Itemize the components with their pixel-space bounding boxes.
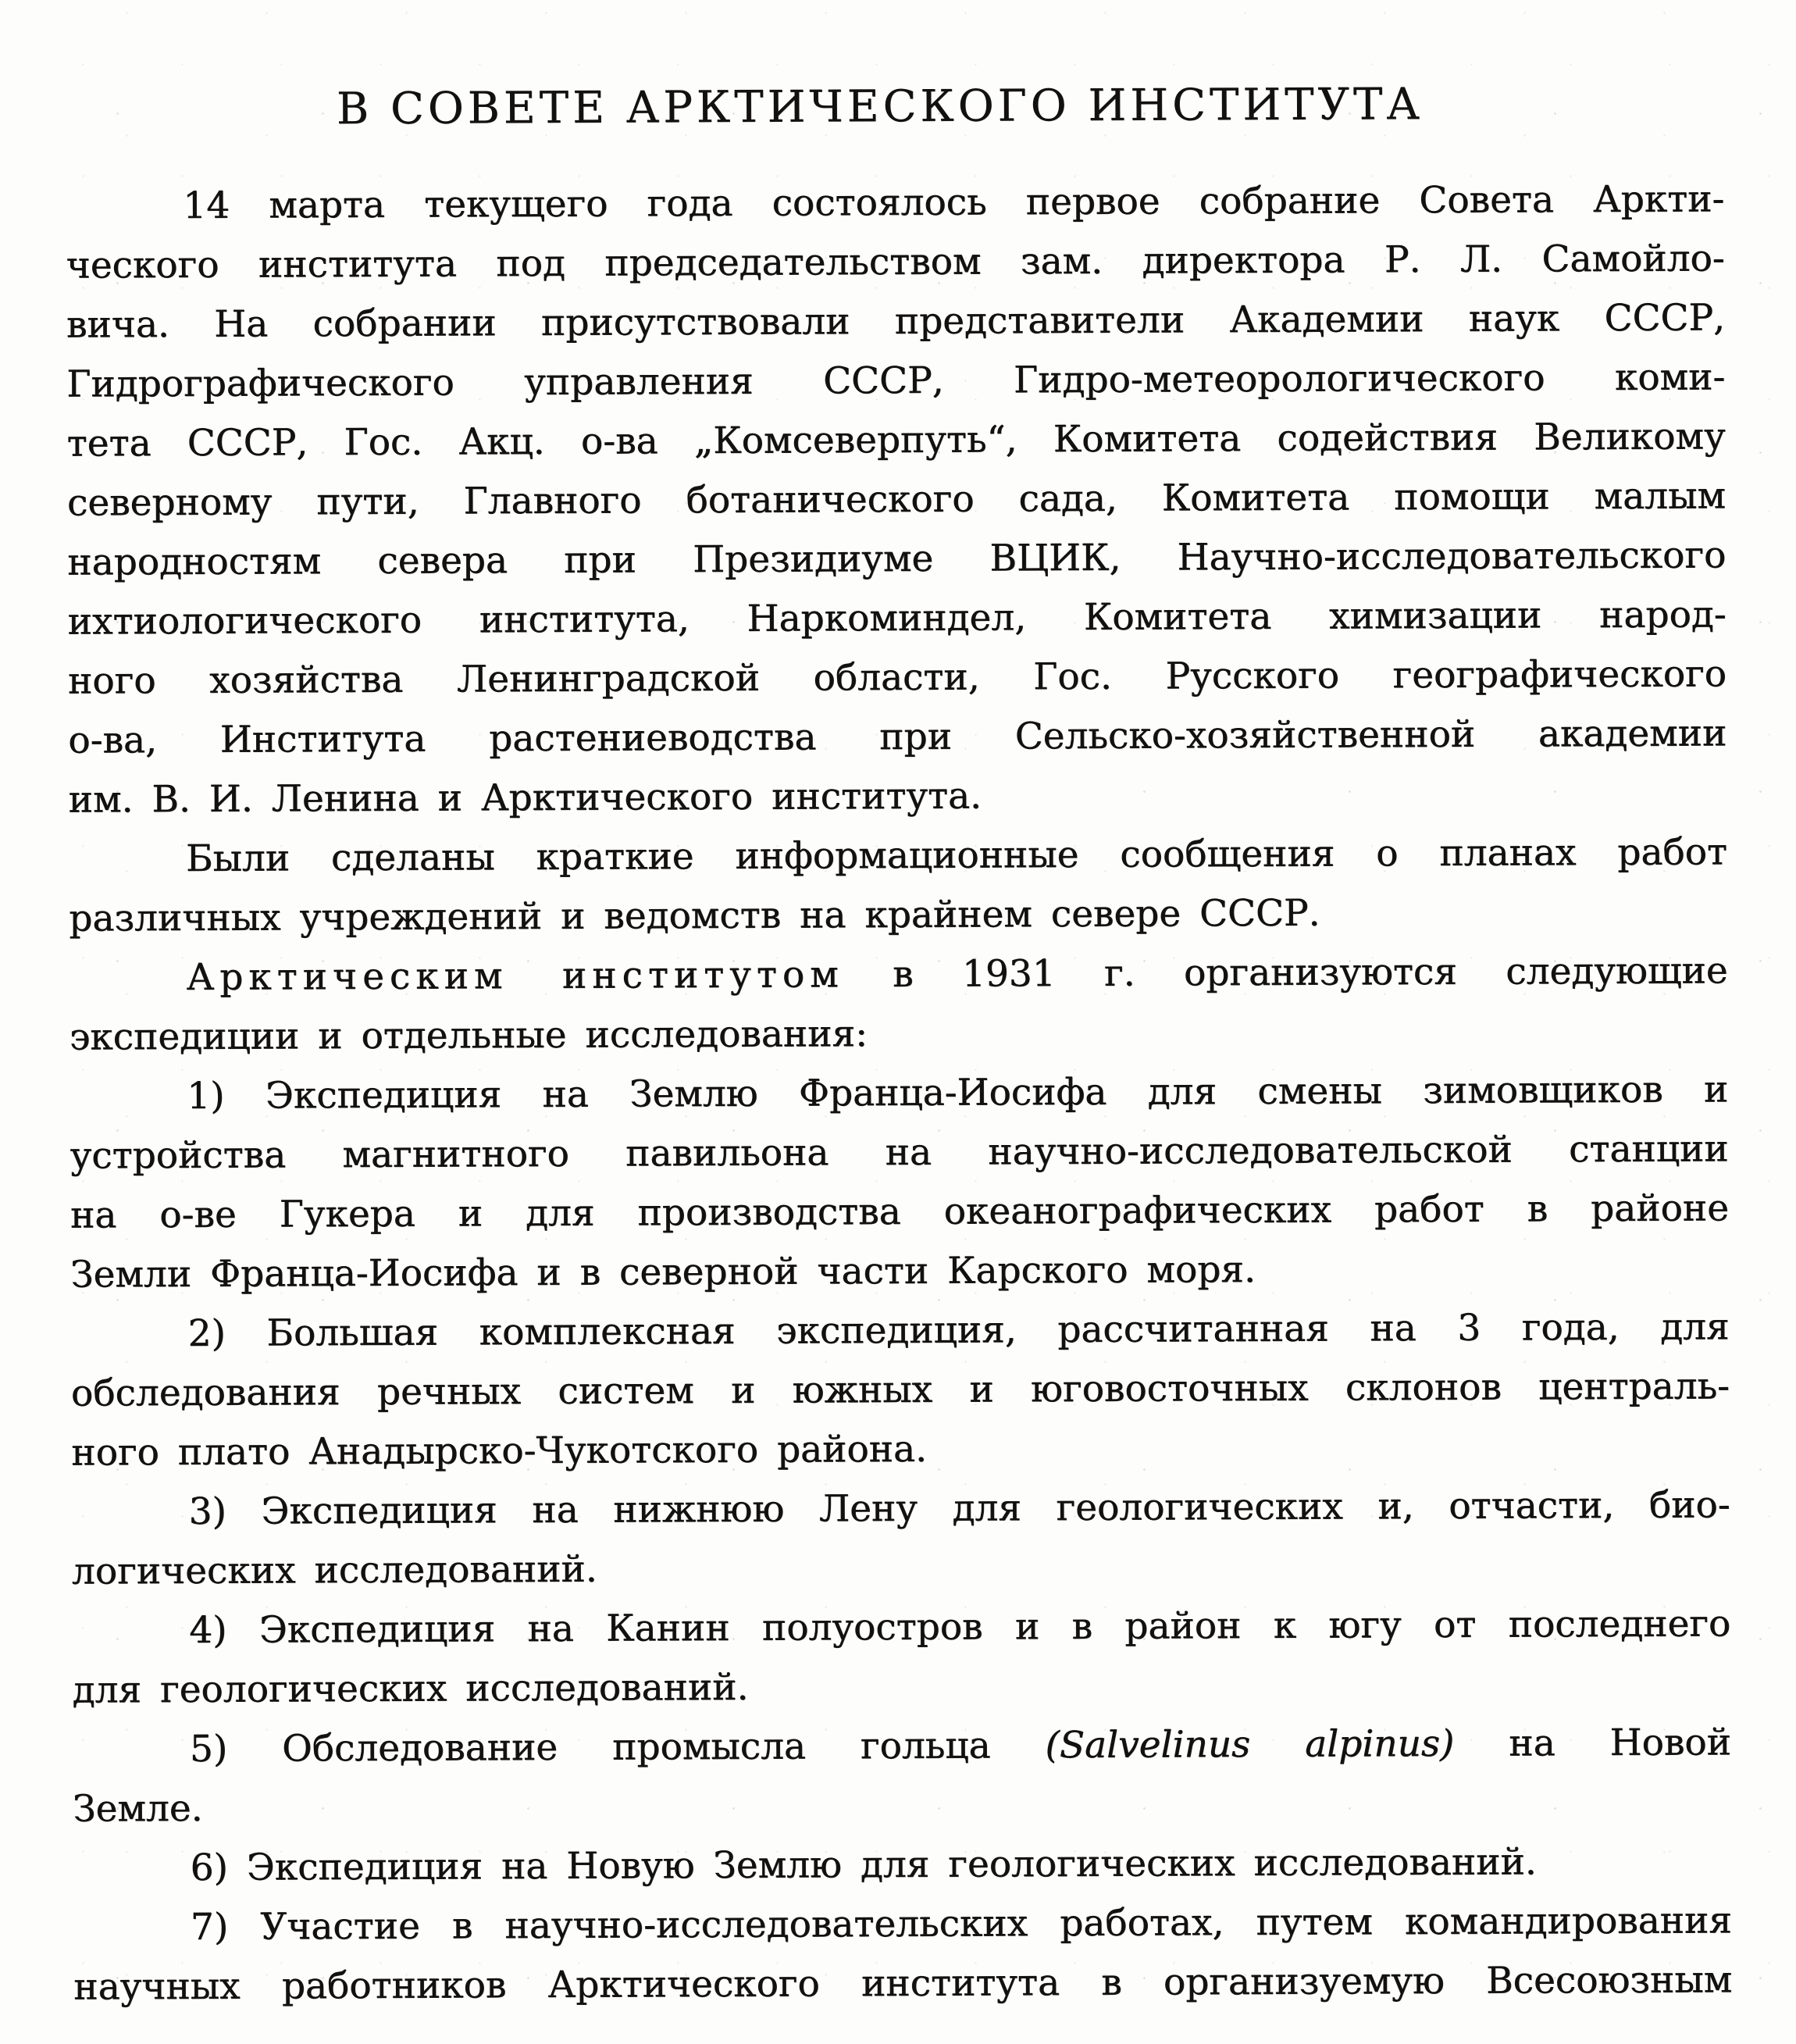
text-segment: Земли Франца-Иосифа и в северной части Карского моря.	[70, 1248, 1256, 1297]
text-segment: Гидрографического управления СССР, Гидро-метеорологического коми-	[66, 355, 1726, 406]
text-segment: обследования речных систем и южных и юговосточных склонов централь-	[70, 1364, 1730, 1415]
text-segment: на Новой	[1454, 1721, 1732, 1765]
text-segment: на о-ве Гукера и для производства океанографических работ в районе	[69, 1186, 1730, 1237]
text-line	[68, 585, 1727, 651]
text-line	[66, 288, 1725, 355]
text-segment: 4) Экспедиция на Канин полуостров и в район к югу от последнего	[189, 1602, 1731, 1652]
text-segment: 1) Экспедиция на Землю Франца-Иосифа для смены зимовщиков и	[187, 1068, 1729, 1118]
text-line	[73, 1832, 1731, 1898]
text-line	[67, 407, 1726, 473]
text-line	[66, 229, 1725, 295]
text-segment: ихтиологического института, Наркоминдел, Комитета химизации народ-	[67, 593, 1727, 644]
text-segment: научных работников Арктического института в организуемую Всесоюзным	[73, 1958, 1733, 2009]
text-segment: устройства магнитного павильона на научно-исследовательской станции	[69, 1127, 1729, 1178]
text-segment: 5) Обследование промысла гольца	[189, 1724, 1046, 1771]
emphasized-spaced-text: Арктическим институтом	[186, 953, 844, 999]
text-line	[72, 1535, 1730, 1601]
text-line	[69, 1060, 1728, 1126]
text-line	[70, 1297, 1729, 1364]
text-line	[66, 169, 1724, 236]
text-line	[69, 941, 1728, 1008]
text-line	[69, 1001, 1728, 1067]
text-segment: 2) Большая комплексная экспедиция, рассчитанная на 3 года, для	[187, 1305, 1730, 1355]
text-line	[67, 466, 1726, 533]
text-segment: Земле.	[73, 1786, 203, 1831]
text-segment: 3) Экспедиция на нижнюю Лену для геологических и, отчасти, био-	[188, 1483, 1730, 1533]
text-segment: логических исследований.	[71, 1547, 597, 1593]
text-segment: в 1931 г. организуются следующие	[843, 949, 1728, 997]
text-line	[70, 1119, 1729, 1186]
text-line	[72, 1594, 1730, 1661]
latin-species-name: (Salvelinus alpinus)	[1045, 1721, 1455, 1768]
text-line	[73, 1950, 1732, 2017]
text-segment: различных учреждений и ведомств на крайнем севере СССР.	[69, 891, 1320, 940]
text-segment: ческого института под председательством зам. директора Р. Л. Самойло-	[66, 237, 1725, 287]
text-segment: о-ва, Института растениеводства при Сельско-хозяйственной академии	[68, 712, 1727, 762]
text-line	[72, 1653, 1730, 1720]
text-segment: для геологических исследований.	[72, 1665, 749, 1712]
text-segment: 6) Экспедиция на Новую Землю для геологических исследований.	[190, 1840, 1537, 1889]
text-line	[69, 763, 1727, 829]
text-segment: ного хозяйства Ленинградской области, Гос. Русского географического	[67, 652, 1727, 703]
text-line	[69, 882, 1727, 948]
text-line	[71, 1416, 1730, 1482]
text-segment: тета СССР, Гос. Акц. о-ва „Комсеверпуть“, Комитета содействия Великому	[66, 415, 1726, 466]
text-line	[68, 644, 1727, 711]
text-line	[67, 526, 1726, 592]
text-line	[71, 1357, 1730, 1423]
text-segment: ного плато Анадырско-Чукотского района.	[71, 1427, 928, 1475]
text-segment: 7) Участие в научно-исследовательских работах, путем командирования	[190, 1899, 1733, 1949]
text-line	[66, 348, 1725, 414]
text-segment: вича. На собрании присутствовали представители Академии наук СССР,	[66, 296, 1726, 347]
document-lines	[66, 169, 1732, 2017]
text-line	[71, 1475, 1730, 1542]
text-line	[70, 1179, 1729, 1245]
text-line	[73, 1713, 1731, 1779]
text-line	[68, 704, 1727, 770]
text-segment: народностям севера при Президиуме ВЦИК, Научно-исследовательского	[67, 533, 1727, 584]
text-segment: экспедиции и отдельные исследования:	[69, 1012, 868, 1059]
text-segment: им. В. И. Ленина и Арктического института.	[68, 774, 982, 822]
text-line	[70, 1238, 1729, 1304]
document-content	[66, 80, 1733, 2017]
text-line	[73, 1772, 1731, 1839]
page-title: В СОВЕТЕ АРКТИЧЕСКОГО ИНСТИТУТА	[336, 79, 1424, 135]
text-segment: северному пути, Главного ботанического сада, Комитета помощи малым	[66, 474, 1727, 525]
text-line	[69, 822, 1727, 889]
text-line	[73, 1891, 1732, 1957]
text-segment: 14 марта текущего года состоялось первое собрание Совета Аркти-	[183, 177, 1725, 227]
text-segment: Были сделаны краткие информационные сообщения о планах работ	[185, 830, 1728, 880]
